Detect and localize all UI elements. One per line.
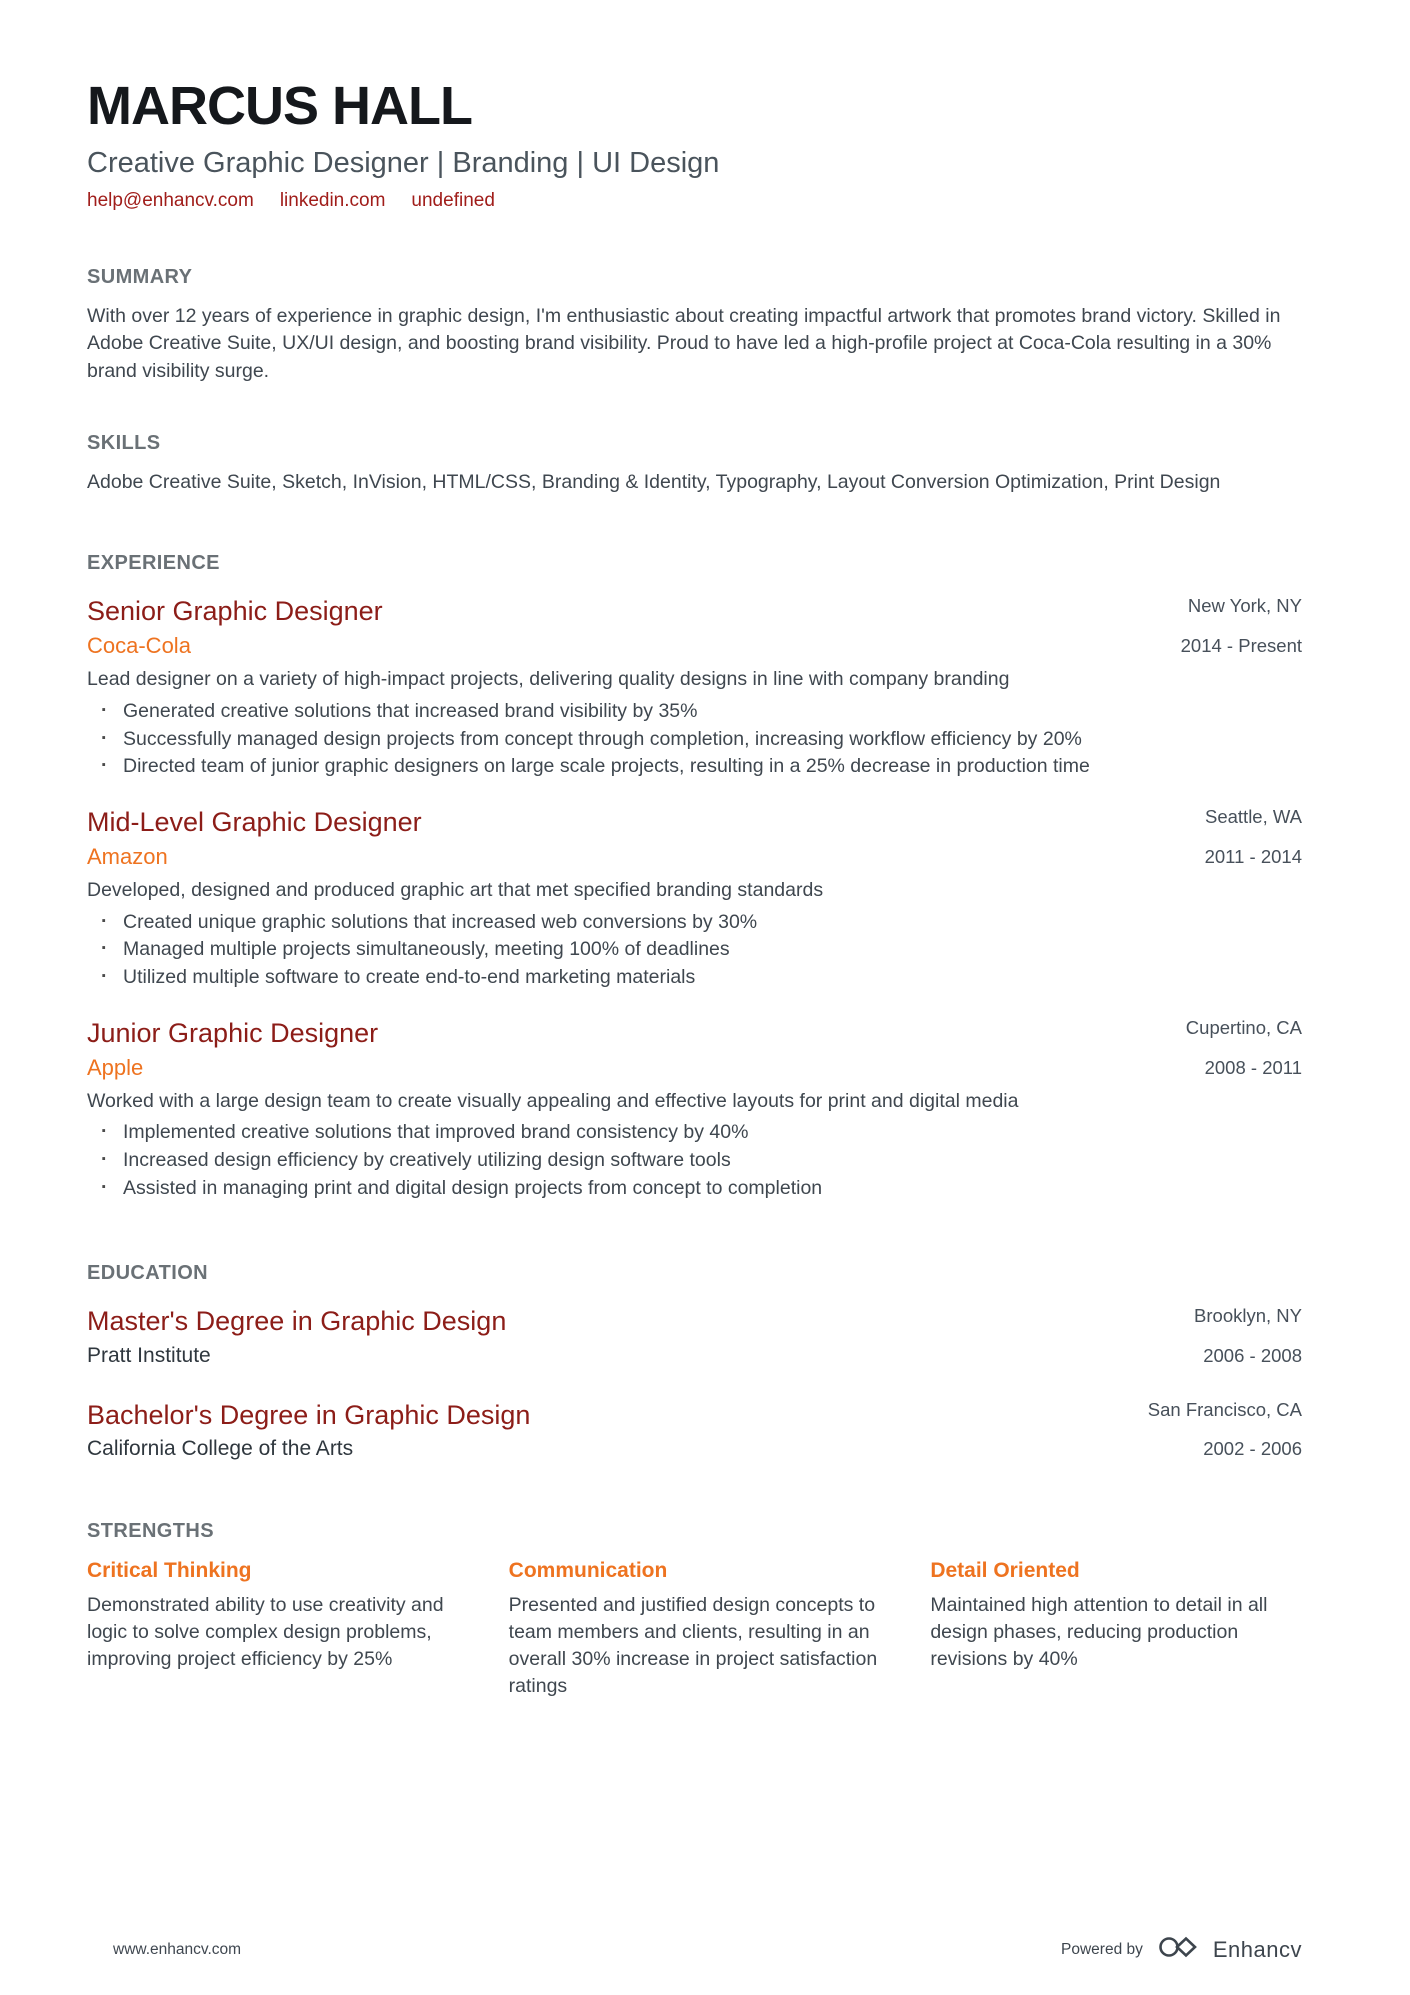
candidate-headline: Creative Graphic Designer | Branding | UI Design: [87, 146, 720, 179]
job-description: Worked with a large design team to create visually appealing and effective layouts for print and digital media: [87, 1090, 1019, 1113]
job-bullet: · Implemented creative solutions that improved brand consistency by 40%: [87, 1119, 1302, 1146]
skills-heading: SKILLS: [87, 431, 161, 454]
job-bullet: · Managed multiple projects simultaneously, meeting 100% of deadlines: [87, 936, 1302, 963]
job-bullet: · Created unique graphic solutions that increased web conversions by 30%: [87, 909, 1302, 936]
job-dates: 2011 - 2014: [1204, 845, 1302, 867]
strength-text: Maintained high attention to detail in all design phases, reducing production revisions by 40%: [930, 1594, 1268, 1671]
degree-title: Bachelor's Degree in Graphic Design: [87, 1399, 531, 1430]
strength-title: Communication: [508, 1559, 668, 1583]
job-title: Senior Graphic Designer: [87, 596, 383, 627]
degree-meta: [1147, 1398, 1302, 1460]
strength-text: Demonstrated ability to use creativity and logic to solve complex design problems, improving project efficiency by 25%: [87, 1594, 444, 1671]
job-meta: [1205, 808, 1302, 866]
job-bullet: · Directed team of junior graphic designers on large scale projects, resulting in a 25% decrease in production time: [87, 753, 1302, 780]
enhancv-brand-name[interactable]: Enhancv: [1212, 1936, 1302, 1962]
candidate-name: MARCUS HALL: [87, 76, 472, 136]
job-entry: [87, 595, 1302, 780]
job-company: Amazon: [87, 843, 168, 869]
strength-item: [87, 1559, 459, 1700]
job-bullets: [87, 698, 1302, 781]
job-bullet: · Utilized multiple software to create end-to-end marketing materials: [87, 964, 1302, 991]
job-meta: [1186, 1019, 1302, 1077]
summary-text: With over 12 years of experience in graphic design, I'm enthusiastic about creating impactful artwork that promotes brand victory. Skilled in Adobe Creative Suite, UX/UI design, and boosting brand visibility. Proud to have led a high-profile project at Coca-Cola resulting in a 30% brand visibility surge.: [87, 304, 1281, 383]
job-dates: 2008 - 2011: [1204, 1056, 1302, 1078]
degree-location: San Francisco, CA: [1147, 1398, 1302, 1420]
education-heading: EDUCATION: [87, 1262, 209, 1285]
strengths-heading: STRENGTHS: [87, 1520, 214, 1543]
contact-linkedin-link[interactable]: linkedin.com: [279, 189, 386, 211]
strengths-grid: [87, 1559, 1302, 1700]
job-bullets: [87, 1119, 1302, 1202]
degree-dates: 2002 - 2006: [1203, 1438, 1302, 1460]
job-bullet: · Increased design efficiency by creatively utilizing design software tools: [87, 1147, 1302, 1174]
page-footer: [113, 1934, 1302, 1965]
degree-dates: 2006 - 2008: [1203, 1344, 1302, 1366]
strength-item: [930, 1559, 1302, 1700]
job-bullets: [87, 909, 1302, 992]
strength-text: Presented and justified design concepts to team members and clients, resulting in an overall 30% increase in project satisfaction ratings: [508, 1594, 878, 1698]
job-entry: [87, 1017, 1302, 1202]
strength-item: [509, 1559, 881, 1700]
experience-heading: EXPERIENCE: [87, 552, 220, 575]
strength-title: Critical Thinking: [87, 1559, 252, 1583]
job-location: Seattle, WA: [1205, 806, 1302, 828]
job-bullet: · Assisted in managing print and digital design projects from concept to completion: [87, 1175, 1302, 1202]
job-entry: [87, 806, 1302, 991]
contact-email-link[interactable]: help@enhancv.com: [87, 189, 254, 211]
enhancv-logo-icon: [1157, 1934, 1199, 1965]
contact-undefined-link[interactable]: undefined: [411, 189, 495, 211]
degree-title: Master's Degree in Graphic Design: [87, 1306, 507, 1337]
job-bullet: · Successfully managed design projects from concept through completion, increasing workflow efficiency by 20%: [87, 726, 1302, 753]
job-location: New York, NY: [1187, 595, 1302, 617]
degree-location: Brooklyn, NY: [1194, 1305, 1302, 1327]
summary-heading: SUMMARY: [87, 265, 193, 288]
job-title: Mid-Level Graphic Designer: [87, 807, 422, 838]
job-dates: 2014 - Present: [1180, 634, 1302, 656]
powered-by-label: Powered by: [1061, 1940, 1143, 1958]
job-meta: [1181, 597, 1302, 655]
job-bullet: · Generated creative solutions that increased brand visibility by 35%: [87, 698, 1302, 725]
resume-header: [87, 78, 1302, 212]
job-description: Developed, designed and produced graphic art that met specified branding standards: [87, 879, 824, 902]
skills-text: Adobe Creative Suite, Sketch, InVision, HTML/CSS, Branding & Identity, Typography, Layout Conversion Optimization, Print Design: [87, 470, 1221, 493]
job-title: Junior Graphic Designer: [87, 1018, 379, 1049]
degree-school: California College of the Arts: [87, 1437, 354, 1461]
job-description: Lead designer on a variety of high-impact projects, delivering quality designs in line with company branding: [87, 668, 1010, 691]
strength-title: Detail Oriented: [930, 1559, 1080, 1583]
degree-entry: [87, 1399, 1302, 1463]
job-location: Cupertino, CA: [1185, 1017, 1302, 1039]
job-company: Coca-Cola: [87, 632, 191, 658]
footer-site-link[interactable]: www.enhancv.com: [113, 1940, 242, 1958]
footer-brand: [1061, 1934, 1302, 1965]
degree-meta: [1194, 1307, 1302, 1365]
job-company: Apple: [87, 1054, 144, 1080]
degree-school: Pratt Institute: [87, 1343, 211, 1367]
degree-entry: [87, 1305, 1302, 1369]
contact-row: [87, 190, 1302, 212]
